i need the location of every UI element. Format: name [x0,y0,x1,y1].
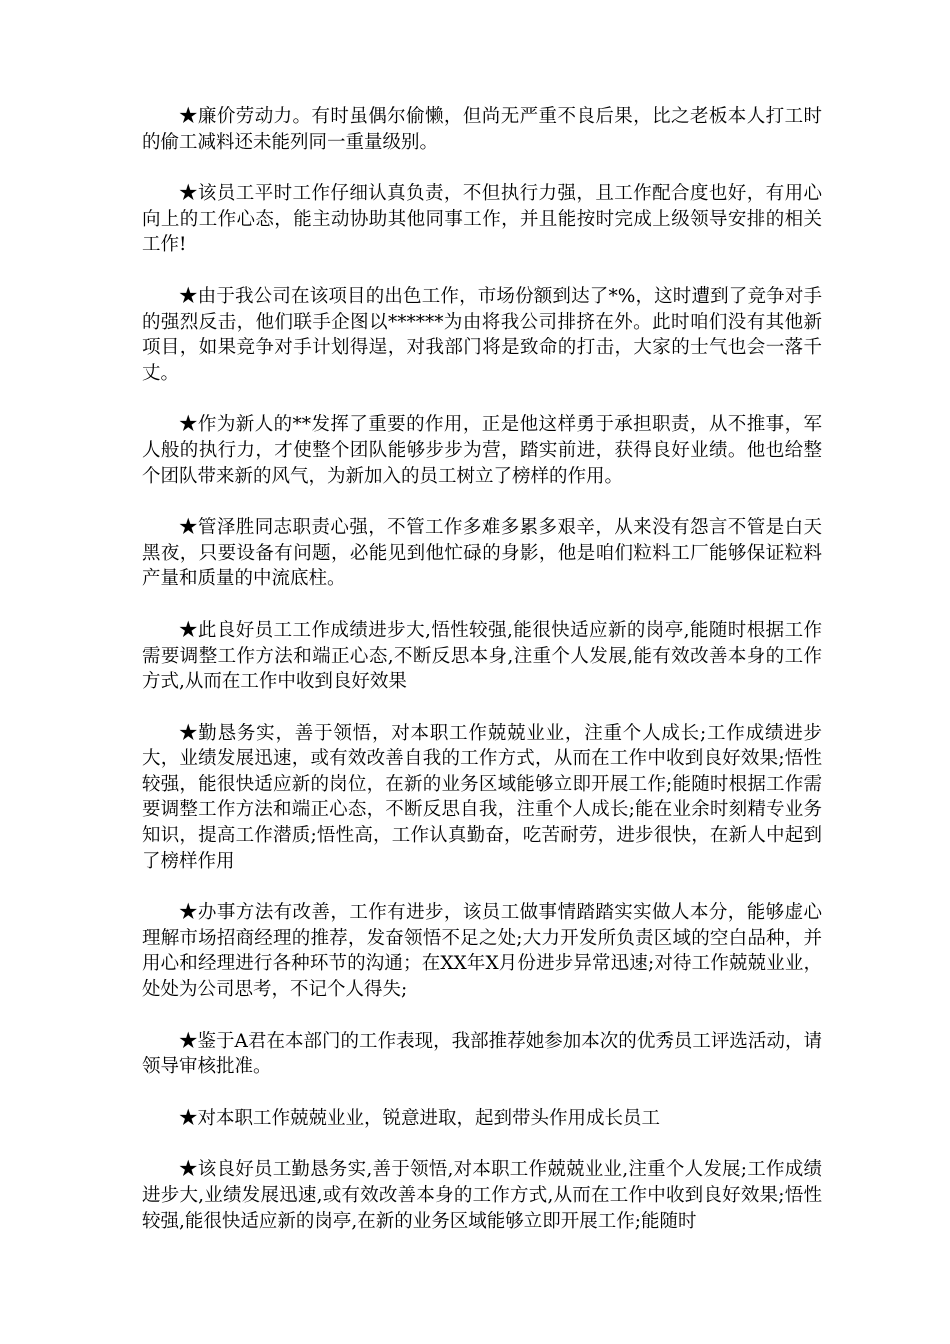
paragraph-10: ★对本职工作兢兢业业，锐意进取，起到带头作用成长员工 [179,1107,661,1129]
paragraph-6: ★此良好员工工作成绩进步大,悟性较强,能很快适应新的岗亭,能随时根据工作需要调整工作方法和端正心态,不断反思本身,注重个人发展,能有效改善本身的工作方式,从而在工作中收到良好效果 [142,619,822,693]
paragraph-4: ★作为新人的**发挥了重要的作用，正是他这样勇于承担职责，从不推事，军人般的执行力，才使整个团队能够步步为营，踏实前进，获得良好业绩。他也给整个团队带来新的风气，为新加入的员工树立了榜样的作用。 [142,414,822,487]
paragraph-2: ★该员工平时工作仔细认真负责，不但执行力强，且工作配合度也好，有用心向上的工作心态，能主动协助其他同事工作，并且能按时完成上级领导安排的相关工作! [142,183,822,256]
paragraph-5: ★管泽胜同志职责心强，不管工作多难多累多艰辛，从来没有怨言不管是白天黑夜，只要设备有问题，必能见到他忙碌的身影，他是咱们粒料工厂能够保证粒料产量和质量的中流底柱。 [142,517,822,590]
document-page [142,104,822,1260]
paragraph-9: ★鉴于A君在本部门的工作表现，我部推荐她参加本次的优秀员工评选活动，请领导审核批准。 [142,1030,822,1078]
paragraph-7: ★勤恳务实，善于领悟，对本职工作兢兢业业，注重个人成长;工作成绩进步大，业绩发展迅速，或有效改善自我的工作方式，从而在工作中收到良好效果;悟性较强，能很快适应新的岗位，在新的业务区域能够立即开展工作;能随时根据工作需要调整工作方法和端正心态，不断反思自我，注重个人成长;能在业余时刻精专业务知识，提高工作潜质;悟性高，工作认真勤奋，吃苦耐劳，进步很快，在新人中起到了榜样作用 [142,722,822,872]
paragraph-1: ★廉价劳动力。有时虽偶尔偷懒，但尚无严重不良后果，比之老板本人打工时的偷工减料还未能列同一重量级别。 [142,106,822,153]
paragraph-11: ★该良好员工勤恳务实,善于领悟,对本职工作兢兢业业,注重个人发展;工作成绩进步大,业绩发展迅速,或有效改善本身的工作方式,从而在工作中收到良好效果;悟性较强,能很快适应新的岗亭,在新的业务区域能够立即开展工作;能随时 [142,1159,822,1232]
paragraph-8: ★办事方法有改善，工作有进步，该员工做事情踏踏实实做人本分，能够虚心理解市场招商经理的推荐，发奋领悟不足之处;大力开发所负责区域的空白品种，并用心和经理进行各种环节的沟通；在XX年X月份进步异常迅速;对待工作兢兢业业，处处为公司思考，不记个人得失; [142,902,822,1001]
paragraph-3: ★由于我公司在该项目的出色工作，市场份额到达了*%，这时遭到了竞争对手的强烈反击，他们联手企图以******为由将我公司排挤在外。此时咱们没有其他新项目，如果竞争对手计划得逞，对我部门将是致命的打击，大家的士气也会一落千丈。 [142,285,822,384]
